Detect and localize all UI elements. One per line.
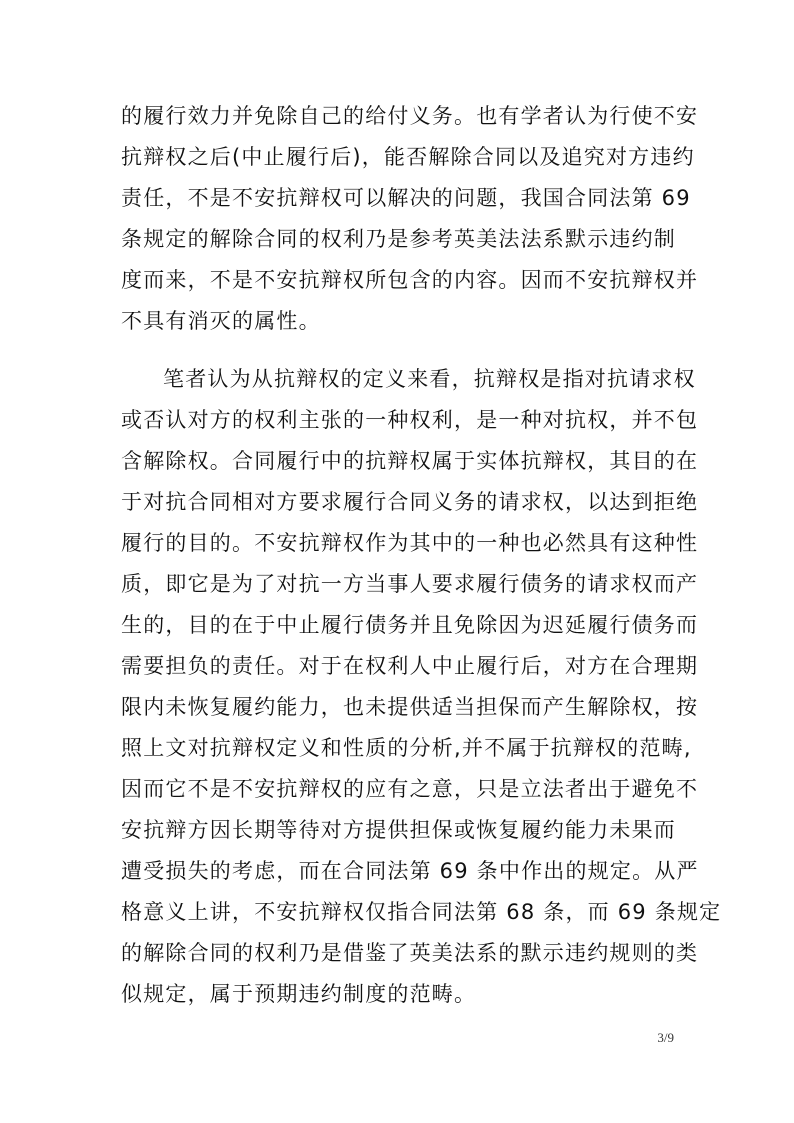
paragraph-2 bbox=[121, 359, 722, 1015]
paragraph-line: 照上文对抗辩权定义和性质的分析,并不属于抗辩权的范畴, bbox=[121, 736, 692, 760]
page-number: 3/9 bbox=[657, 1030, 674, 1045]
paragraph-line: 限内未恢复履约能力，也未提供适当担保而产生解除权，按 bbox=[121, 695, 699, 719]
paragraph-1 bbox=[121, 96, 699, 342]
paragraph-line: 的解除合同的权利乃是借鉴了英美法系的默示违约规则的类 bbox=[121, 941, 699, 965]
paragraph-line: 或否认对方的权利主张的一种权利，是一种对抗权，并不包 bbox=[121, 408, 699, 432]
paragraph-line: 格意义上讲，不安抗辩权仅指合同法第 68 条，而 69 条规定 bbox=[121, 900, 722, 924]
paragraph-line: 的履行效力并免除自己的给付义务。也有学者认为行使不安 bbox=[121, 104, 699, 128]
paragraph-line: 于对抗合同相对方要求履行合同义务的请求权，以达到拒绝 bbox=[121, 490, 699, 514]
paragraph-line: 生的，目的在于中止履行债务并且免除因为迟延履行债务而 bbox=[121, 613, 699, 637]
body-text bbox=[121, 96, 722, 1015]
paragraph-line: 似规定，属于预期违约制度的范畴。 bbox=[121, 982, 477, 1006]
paragraph-line: 度而来，不是不安抗辩权所包含的内容。因而不安抗辩权并 bbox=[121, 268, 699, 292]
paragraph-line: 含解除权。合同履行中的抗辩权属于实体抗辩权，其目的在 bbox=[121, 449, 699, 473]
paragraph-line: 因而它不是不安抗辩权的应有之意，只是立法者出于避免不 bbox=[121, 777, 699, 801]
paragraph-line: 质，即它是为了对抗一方当事人要求履行债务的请求权而产 bbox=[121, 572, 699, 596]
paragraph-spacer bbox=[121, 342, 676, 359]
paragraph-line: 不具有消灭的属性。 bbox=[121, 309, 321, 333]
paragraph-line: 遭受损失的考虑，而在合同法第 69 条中作出的规定。从严 bbox=[121, 859, 699, 883]
paragraph-line: 履行的目的。不安抗辩权作为其中的一种也必然具有这种性 bbox=[121, 531, 699, 555]
paragraph-line: 条规定的解除合同的权利乃是参考英美法法系默示违约制 bbox=[121, 227, 676, 251]
paragraph-line: 责任，不是不安抗辩权可以解决的问题，我国合同法第 69 bbox=[121, 186, 691, 210]
paragraph-line: 安抗辩方因长期等待对方提供担保或恢复履约能力未果而 bbox=[121, 818, 676, 842]
paragraph-line: 需要担负的责任。对于在权利人中止履行后，对方在合理期 bbox=[121, 654, 699, 678]
paragraph-line: 抗辩权之后(中止履行后)，能否解除合同以及追究对方违约 bbox=[121, 145, 695, 169]
paragraph-line: 笔者认为从抗辩权的定义来看，抗辩权是指对抗请求权 bbox=[163, 367, 696, 391]
